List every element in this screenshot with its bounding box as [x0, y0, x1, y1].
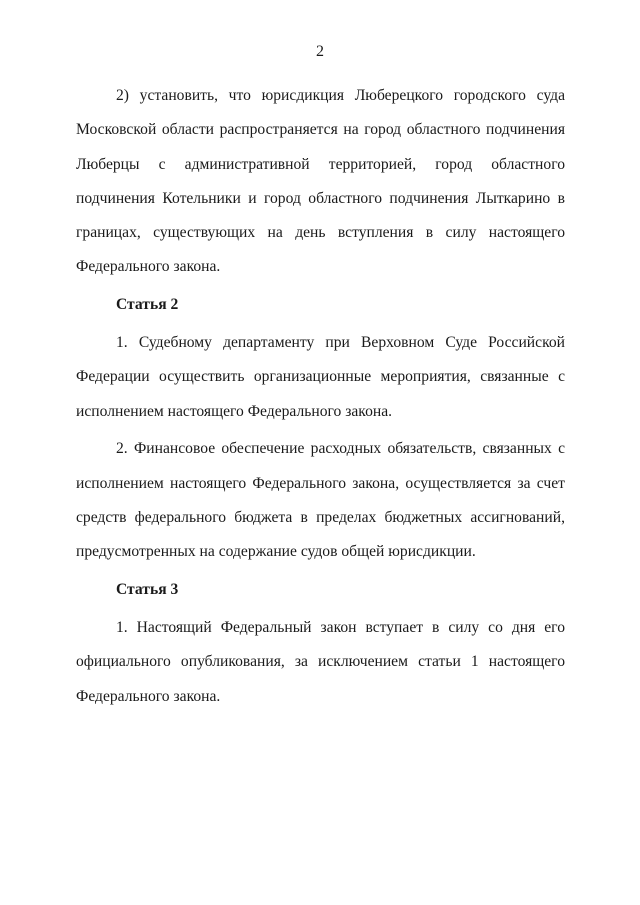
article-2-paragraph-1: 1. Судебному департаменту при Верховном Суде Российской Федерации осуществить организационные мероприятия, связанные с исполнением настоящего Федерального закона.	[76, 334, 565, 420]
document-body	[76, 79, 565, 714]
page-number: 2	[316, 43, 324, 60]
article-2-heading: Статья 2	[116, 296, 179, 314]
article-3-paragraph-1: 1. Настоящий Федеральный закон вступает в силу со дня его официального опубликования, за исключением статьи 1 настоящего Федерального закона.	[76, 618, 565, 705]
article-2-paragraph-2: 2. Финансовое обеспечение расходных обязательств, связанных с исполнением настоящего Федерального закона, осуществляется за счет средств федерального бюджета в пределах бюджетных ассигнований, предусмотренных на содержание судов общей юрисдикции.	[76, 440, 565, 561]
article-3-heading: Статья 3	[116, 581, 179, 599]
paragraph-item-2: 2) установить, что юрисдикция Люберецкого городского суда Московской области распространяется на город областного подчинения Люберцы с административной территорией, город областного подчинения Котельники и город областного подчинения Лыткарино в границах, существующих на день вступления в силу настоящего Федерального закона.	[76, 87, 565, 276]
